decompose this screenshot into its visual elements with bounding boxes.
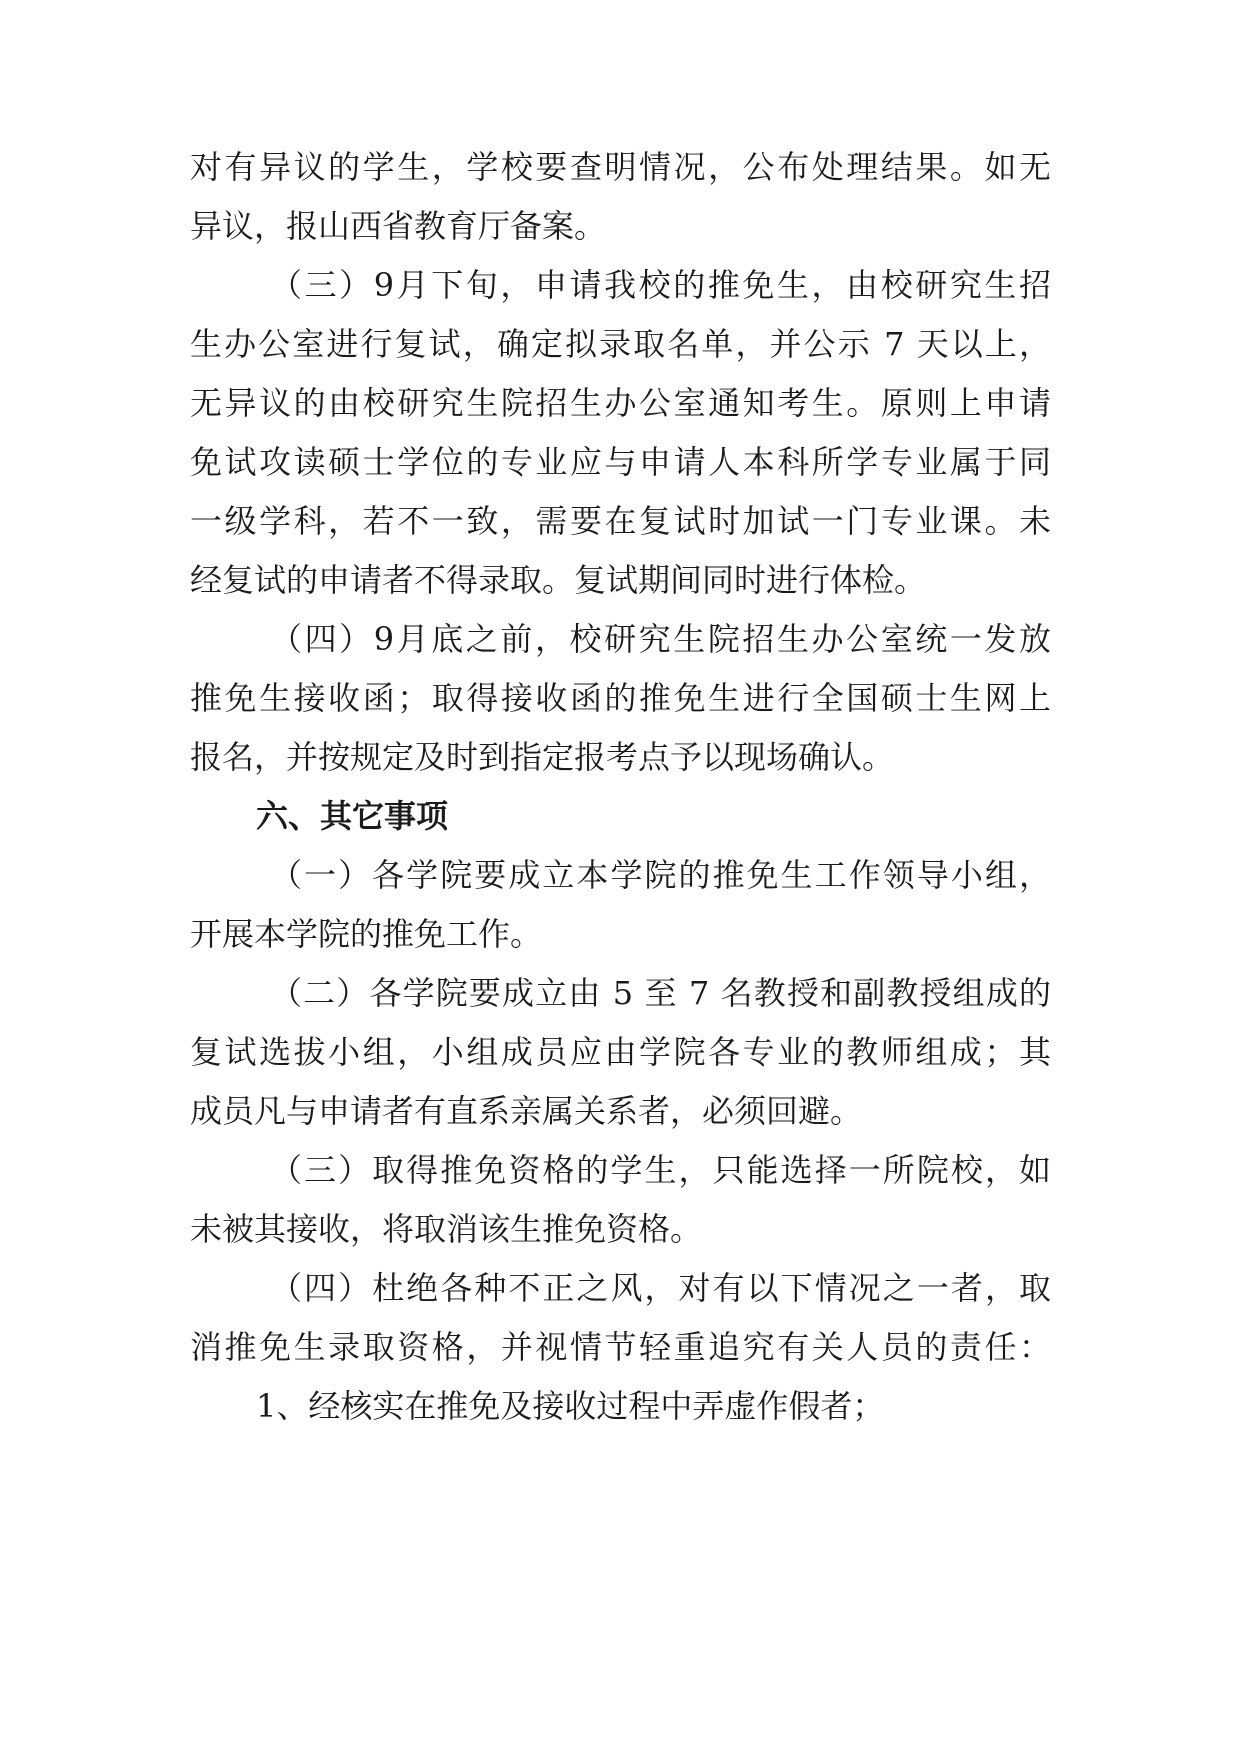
section-heading: 六、其它事项: [256, 797, 449, 835]
text-line: 报名，并按规定及时到指定报考点予以现场确认。: [190, 738, 895, 776]
text-line: 消推免生录取资格，并视情节轻重追究有关人员的责任：: [190, 1328, 1051, 1366]
text-line: 经复试的申请者不得录取。复试期间同时进行体检。: [190, 561, 927, 599]
text-line: 推免生接收函；取得接收函的推免生进行全国硕士生网上: [190, 679, 1051, 717]
text-line: 免试攻读硕士学位的专业应与申请人本科所学专业属于同: [190, 443, 1051, 481]
text-line: （三）9月下旬，申请我校的推免生，由校研究生招: [270, 266, 1051, 304]
list-item: 1、经核实在推免及接收过程中弄虚作假者；: [256, 1387, 885, 1425]
text-line: 一级学科，若不一致，需要在复试时加试一门专业课。未: [190, 502, 1051, 540]
text-line: 异议，报山西省教育厅备案。: [190, 207, 607, 245]
text-line: 无异议的由校研究生院招生办公室通知考生。原则上申请: [190, 384, 1051, 422]
text-line: 未被其接收，将取消该生推免资格。: [190, 1210, 703, 1248]
text-line: 生办公室进行复试，确定拟录取名单，并公示 7 天以上，: [190, 325, 1051, 363]
text-line: 成员凡与申请者有直系亲属关系者，必须回避。: [190, 1092, 863, 1130]
text-line: 对有异议的学生，学校要查明情况，公布处理结果。如无: [190, 148, 1051, 186]
text-line: 开展本学院的推免工作。: [190, 915, 543, 953]
text-line: 复试选拔小组，小组成员应由学院各专业的教师组成；其: [190, 1033, 1051, 1071]
text-line: （四）9月底之前，校研究生院招生办公室统一发放: [270, 620, 1051, 658]
text-line: （四）杜绝各种不正之风，对有以下情况之一者，取: [270, 1269, 1051, 1307]
text-line: （三）取得推免资格的学生，只能选择一所院校，如: [270, 1151, 1051, 1189]
text-line: （一）各学院要成立本学院的推免生工作领导小组，: [270, 856, 1051, 894]
text-line: （二）各学院要成立由 5 至 7 名教授和副教授组成的: [270, 974, 1051, 1012]
